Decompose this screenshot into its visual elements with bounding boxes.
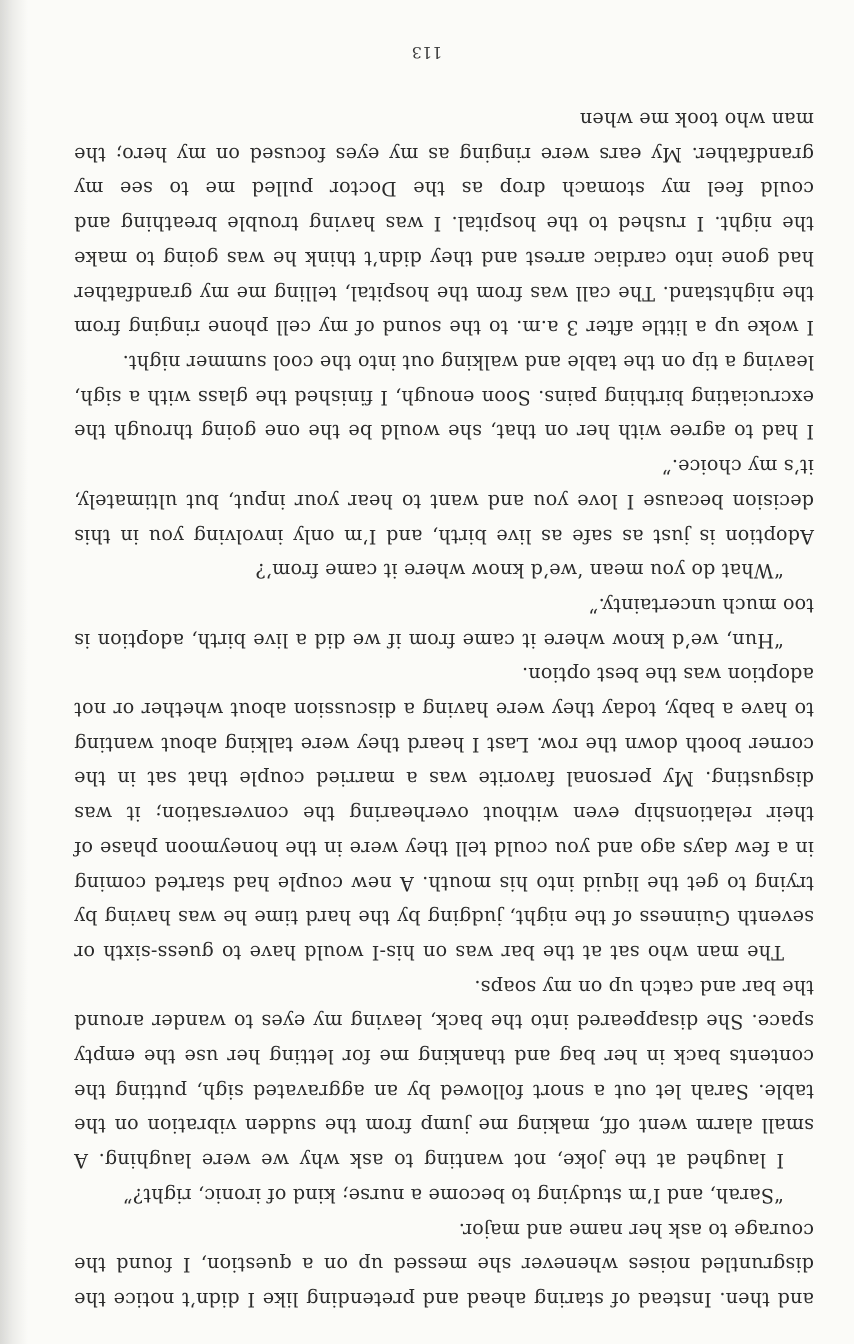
paragraph: “What do you mean ‘we’d know where it came from’?	[255, 559, 784, 583]
paragraph: “Sarah, and I’m studying to become a nurse; kind of ironic, right?”	[122, 1183, 784, 1207]
paragraph: I woke up a little after 3 a.m. to the sound of my cell phone ringing from the nightstand. The call was from the hospital, telling me my grandfather had gone into cardiac arrest and they didn’t think he was going to make the night. I rushed to the hospital. I was having trouble breathing and could feel my stomach drop as the Doctor pulled me to see my grandfather. My ears were ringing as my eyes focused on my hero; the man who took me when	[74, 108, 814, 340]
page-number: 113	[411, 43, 443, 62]
paragraph: “Hun, we’d know where it came from if we did a live birth, adoption is too much uncertainty.”	[74, 593, 814, 652]
paragraph: The man who sat at the bar was on his-I would have to guess-sixth or seventh Guinness of the night, judging by the hard time he was having by trying to get the liquid into his mouth. A new couple had started coming in a few days ago and you could tell they were in the honeymoon phase of their relationship even without overhearing the conversation; it was disgusting. My personal favorite was a married couple that sat in the corner booth down the row. Last I heard they were talking about wanting to have a baby, today they were having a discussion about whether or not adoption was the best option.	[74, 663, 814, 964]
paragraph: I had to agree with her on that, she would be the one going through the excruciating birthing pains. Soon enough, I finished the glass with a sigh, leaving a tip on the table and walking out into the cool summer night.	[74, 351, 814, 444]
paragraph: Adoption is just as safe as live birth, and I’m only involving you in this decision because I love you and want to hear your input, but ultimately, it’s my choice.”	[74, 455, 814, 548]
page-gutter-shadow	[0, 0, 28, 1344]
paragraph: I laughed at the joke, not wanting to ask why we were laughing. A small alarm went off, making me jump from the sudden vibration on the table. Sarah let out a snort followed by an aggravated sigh, putting the contents back in her bag and thanking me for letting her use the empty space. She disappeared into the back, leaving my eyes to wander around the bar and catch up on my soaps.	[74, 975, 814, 1173]
paragraph: and then. Instead of staring ahead and pretending like I didn’t notice the disgruntled noises whenever she messed up on a question, I found the courage to ask her name and major.	[74, 1218, 814, 1311]
body-text	[74, 101, 814, 1316]
